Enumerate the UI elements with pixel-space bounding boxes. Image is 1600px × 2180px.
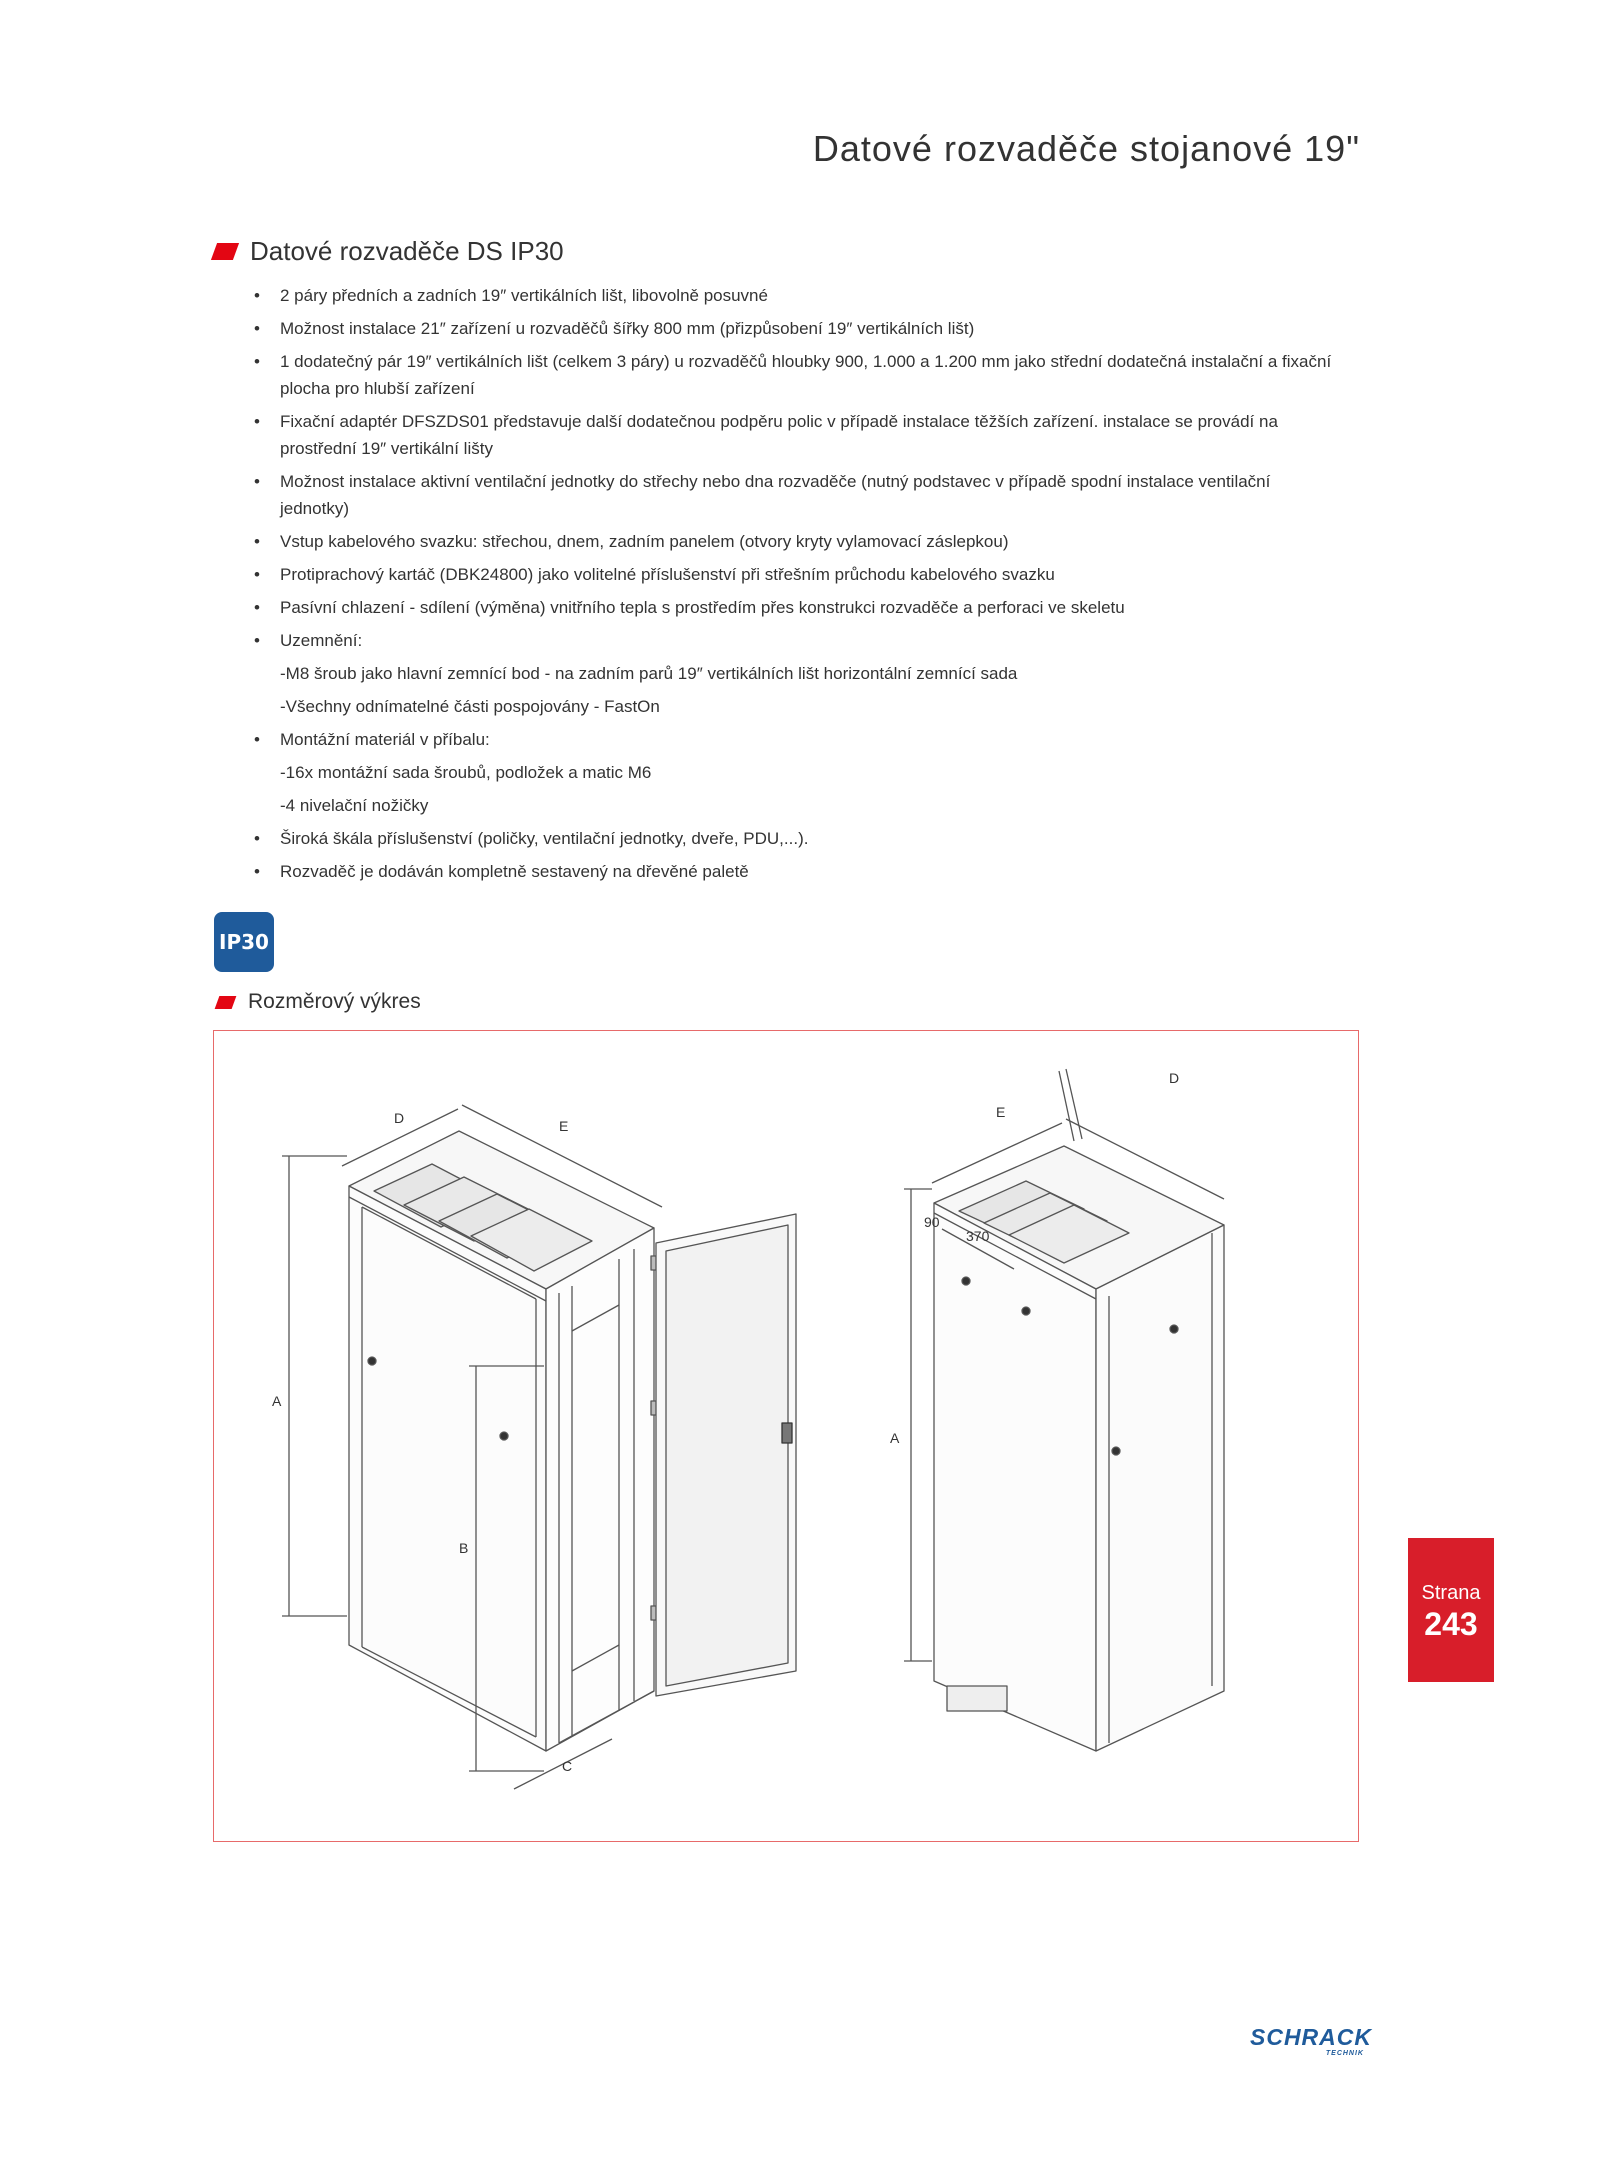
- dim-370: 370: [966, 1228, 990, 1244]
- feature-subitem: -4 nivelační nožičky: [280, 796, 429, 815]
- drawing-heading: [214, 990, 421, 1014]
- dim-a-rear: A: [890, 1430, 900, 1446]
- dim-c: C: [562, 1758, 573, 1774]
- section-marker-icon: [215, 996, 237, 1009]
- logo-sub: TECHNIK: [1325, 2050, 1364, 2057]
- dim-e: E: [559, 1118, 569, 1134]
- feature-item: • Možnost instalace 21″ zařízení u rozvaděčů šířky 800 mm (přizpůsobení 19″ vertikálních lišt): [250, 315, 1340, 342]
- feature-item: • 1 dodatečný pár 19″ vertikálních lišt (celkem 3 páry) u rozvaděčů hloubky 900, 1.000 a 1.200 mm jako střední dodatečná instalační a fixační plocha pro hlubší zařízení: [250, 348, 1340, 402]
- page-label: Strana: [1421, 1582, 1481, 1604]
- page-number-tab: [1408, 1538, 1494, 1682]
- section-title: Datové rozvaděče DS IP30: [250, 236, 564, 266]
- feature-item: • Protiprachový kartáč (DBK24800) jako volitelné příslušenství při střešním průchodu kabelového svazku: [250, 561, 1340, 588]
- dim-b: B: [459, 1540, 469, 1556]
- feature-item: • Uzemnění:: [250, 627, 1340, 654]
- logo-word: SCHRACK: [1250, 2024, 1372, 2050]
- dim-e-rear: E: [996, 1104, 1006, 1120]
- feature-item: • Montážní materiál v příbalu:: [250, 726, 1340, 753]
- section-marker-icon: [211, 243, 239, 260]
- feature-item: • Rozvaděč je dodáván kompletně sestavený na dřevěné paletě: [250, 858, 1340, 885]
- cabinet-rear-view: [904, 1069, 1224, 1751]
- section-heading: [214, 236, 564, 267]
- dimension-drawing: [213, 1030, 1359, 1842]
- feature-subitem: -Všechny odnímatelné části pospojovány - FastOn: [280, 697, 660, 716]
- schrack-logo: [1244, 2024, 1374, 2060]
- dim-d-rear: D: [1169, 1070, 1180, 1086]
- ip30-badge-icon: IP30: [214, 912, 274, 972]
- feature-item: • Fixační adaptér DFSZDS01 představuje další dodatečnou podpěru polic v případě instalace těžších zařízení. instalace se provádí na prostřední 19″ vertikální lišty: [250, 408, 1340, 462]
- cabinet-front-view: [282, 1069, 1224, 1789]
- cabinet-drawing: [214, 1031, 1360, 1843]
- page-title: Datové rozvaděče stojanové 19": [812, 128, 1360, 169]
- feature-item: • Široká škála příslušenství (poličky, ventilační jednotky, dveře, PDU,...).: [250, 825, 1340, 852]
- dim-a: A: [272, 1393, 282, 1409]
- feature-subitem: -16x montážní sada šroubů, podložek a matic M6: [280, 763, 652, 782]
- feature-list: [250, 282, 1340, 891]
- dim-d: D: [394, 1110, 405, 1126]
- feature-item: • 2 páry předních a zadních 19″ vertikálních lišt, libovolně posuvné: [250, 282, 1340, 309]
- feature-item: • Možnost instalace aktivní ventilační jednotky do střechy nebo dna rozvaděče (nutný podstavec v případě spodní instalace ventilační jednotky): [250, 468, 1340, 522]
- drawing-title: Rozměrový výkres: [248, 990, 421, 1013]
- feature-item: • Pasívní chlazení - sdílení (výměna) vnitřního tepla s prostředím přes konstrukci rozvaděče a perforaci ve skeletu: [250, 594, 1340, 621]
- feature-item: • Vstup kabelového svazku: střechou, dnem, zadním panelem (otvory kryty vylamovací záslepkou): [250, 528, 1340, 555]
- page-number: 243: [1424, 1606, 1478, 1642]
- dim-90: 90: [924, 1214, 940, 1230]
- feature-subitem: -M8 šroub jako hlavní zemnící bod - na zadním parů 19″ vertikálních lišt horizontální zemnící sada: [280, 664, 1018, 683]
